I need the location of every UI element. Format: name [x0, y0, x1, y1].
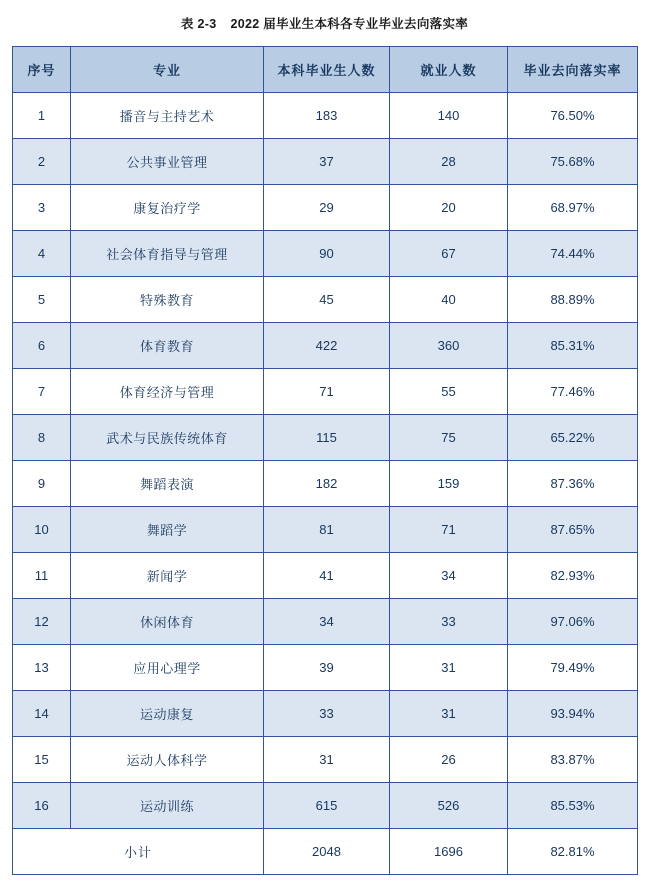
cell-index: 15 [13, 737, 71, 783]
table-header-row [13, 47, 638, 93]
cell-graduates: 422 [264, 323, 390, 369]
table-row [13, 93, 638, 139]
table-row [13, 737, 638, 783]
cell-index: 13 [13, 645, 71, 691]
cell-employed: 40 [390, 277, 508, 323]
table-caption [0, 0, 649, 46]
cell-rate: 82.93% [508, 553, 638, 599]
column-header-index: 序号 [13, 47, 71, 93]
cell-index: 16 [13, 783, 71, 829]
cell-index: 5 [13, 277, 71, 323]
table-row [13, 323, 638, 369]
table-row [13, 277, 638, 323]
cell-index: 7 [13, 369, 71, 415]
cell-graduates: 33 [264, 691, 390, 737]
cell-major: 体育教育 [71, 323, 264, 369]
column-header-employed: 就业人数 [390, 47, 508, 93]
cell-index: 2 [13, 139, 71, 185]
column-header-rate: 毕业去向落实率 [508, 47, 638, 93]
employment-rate-table [12, 46, 638, 875]
cell-major: 社会体育指导与管理 [71, 231, 264, 277]
cell-graduates: 182 [264, 461, 390, 507]
cell-employed: 31 [390, 691, 508, 737]
cell-total-graduates: 2048 [264, 829, 390, 875]
cell-graduates: 183 [264, 93, 390, 139]
table-row [13, 461, 638, 507]
cell-rate: 88.89% [508, 277, 638, 323]
table-caption-text: 2022 届毕业生本科各专业毕业去向落实率 [230, 17, 469, 31]
cell-employed: 71 [390, 507, 508, 553]
cell-index: 9 [13, 461, 71, 507]
table-row [13, 415, 638, 461]
table-total-row [13, 829, 638, 875]
cell-employed: 34 [390, 553, 508, 599]
table-row [13, 553, 638, 599]
cell-major: 应用心理学 [71, 645, 264, 691]
table-header [13, 47, 638, 93]
cell-employed: 55 [390, 369, 508, 415]
table-body [13, 93, 638, 875]
cell-total-employed: 1696 [390, 829, 508, 875]
cell-major: 运动康复 [71, 691, 264, 737]
cell-rate: 79.49% [508, 645, 638, 691]
cell-major: 休闲体育 [71, 599, 264, 645]
cell-rate: 68.97% [508, 185, 638, 231]
cell-graduates: 39 [264, 645, 390, 691]
table-row [13, 783, 638, 829]
cell-rate: 83.87% [508, 737, 638, 783]
cell-rate: 85.53% [508, 783, 638, 829]
cell-employed: 28 [390, 139, 508, 185]
cell-graduates: 34 [264, 599, 390, 645]
table-row [13, 645, 638, 691]
cell-index: 4 [13, 231, 71, 277]
cell-graduates: 71 [264, 369, 390, 415]
cell-graduates: 45 [264, 277, 390, 323]
cell-total-rate: 82.81% [508, 829, 638, 875]
table-row [13, 185, 638, 231]
cell-major: 播音与主持艺术 [71, 93, 264, 139]
cell-employed: 159 [390, 461, 508, 507]
cell-index: 1 [13, 93, 71, 139]
cell-total-label: 小计 [13, 829, 264, 875]
cell-major: 公共事业管理 [71, 139, 264, 185]
cell-employed: 526 [390, 783, 508, 829]
cell-index: 6 [13, 323, 71, 369]
cell-graduates: 37 [264, 139, 390, 185]
cell-index: 3 [13, 185, 71, 231]
cell-rate: 65.22% [508, 415, 638, 461]
cell-rate: 85.31% [508, 323, 638, 369]
cell-graduates: 81 [264, 507, 390, 553]
cell-index: 8 [13, 415, 71, 461]
cell-rate: 93.94% [508, 691, 638, 737]
table-row [13, 599, 638, 645]
cell-employed: 33 [390, 599, 508, 645]
cell-graduates: 615 [264, 783, 390, 829]
cell-employed: 360 [390, 323, 508, 369]
cell-graduates: 29 [264, 185, 390, 231]
cell-index: 11 [13, 553, 71, 599]
cell-graduates: 90 [264, 231, 390, 277]
cell-major: 新闻学 [71, 553, 264, 599]
cell-rate: 76.50% [508, 93, 638, 139]
cell-rate: 87.36% [508, 461, 638, 507]
cell-index: 12 [13, 599, 71, 645]
cell-major: 武术与民族传统体育 [71, 415, 264, 461]
column-header-graduates: 本科毕业生人数 [264, 47, 390, 93]
table-row [13, 139, 638, 185]
cell-major: 康复治疗学 [71, 185, 264, 231]
cell-graduates: 41 [264, 553, 390, 599]
cell-rate: 97.06% [508, 599, 638, 645]
cell-rate: 74.44% [508, 231, 638, 277]
cell-employed: 31 [390, 645, 508, 691]
table-row [13, 507, 638, 553]
table-row [13, 369, 638, 415]
cell-major: 运动训练 [71, 783, 264, 829]
table-caption-number: 表 2-3 [180, 17, 217, 31]
table-row [13, 231, 638, 277]
cell-index: 14 [13, 691, 71, 737]
cell-rate: 87.65% [508, 507, 638, 553]
cell-major: 舞蹈学 [71, 507, 264, 553]
cell-graduates: 31 [264, 737, 390, 783]
cell-employed: 67 [390, 231, 508, 277]
cell-rate: 77.46% [508, 369, 638, 415]
cell-employed: 26 [390, 737, 508, 783]
cell-employed: 75 [390, 415, 508, 461]
cell-major: 舞蹈表演 [71, 461, 264, 507]
cell-employed: 20 [390, 185, 508, 231]
cell-employed: 140 [390, 93, 508, 139]
table-row [13, 691, 638, 737]
column-header-major: 专业 [71, 47, 264, 93]
cell-major: 特殊教育 [71, 277, 264, 323]
cell-index: 10 [13, 507, 71, 553]
cell-major: 体育经济与管理 [71, 369, 264, 415]
cell-major: 运动人体科学 [71, 737, 264, 783]
cell-graduates: 115 [264, 415, 390, 461]
table-container [0, 46, 649, 875]
cell-rate: 75.68% [508, 139, 638, 185]
